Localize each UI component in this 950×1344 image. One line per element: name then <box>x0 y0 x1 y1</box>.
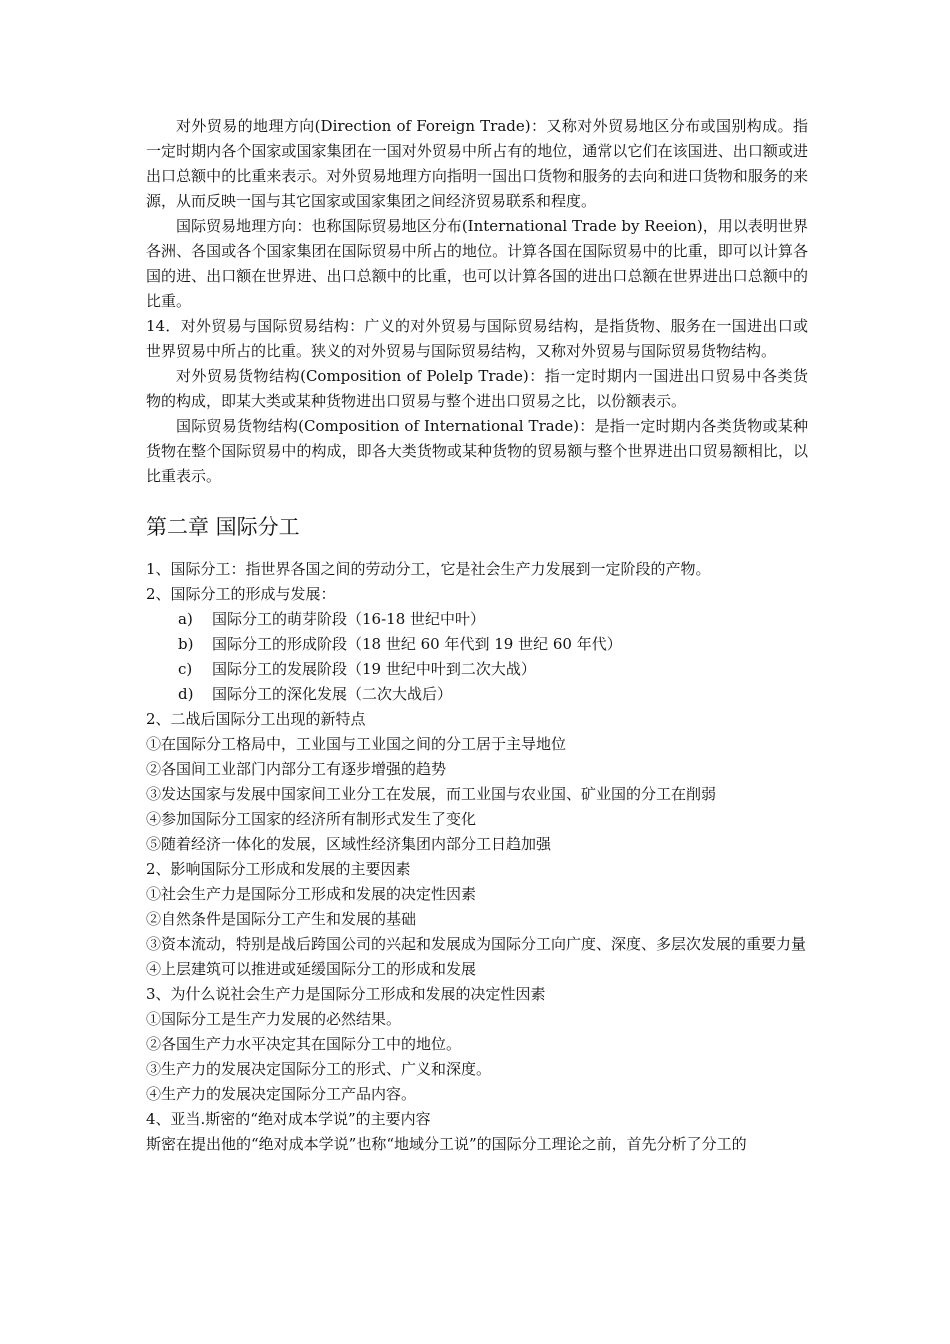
list-item-label: b) <box>178 635 194 653</box>
paragraph-international-trade-composition: 国际贸易货物结构(Composition of International Trade)：是指一定时期内各类货物或某种货物在整个国际贸易中的构成，即各大类货物或某种货物的贸易额与整个世界进出口贸易额相比，以比重表示。 <box>146 417 808 485</box>
text-line: 2、二战后国际分工出现的新特点 <box>146 710 366 728</box>
list-item-text: 国际分工的萌芽阶段（16-18 世纪中叶） <box>212 610 486 628</box>
text-line: 3、为什么说社会生产力是国际分工形成和发展的决定性因素 <box>146 985 546 1003</box>
text-line: ②各国生产力水平决定其在国际分工中的地位。 <box>146 1035 462 1053</box>
paragraph-foreign-trade-composition: 对外贸易货物结构(Composition of Polelp Trade)：指一定时期内一国进出口贸易中各类货物的构成，即某大类或某种货物进出口贸易与整个进出口贸易之比，以份额表示。 <box>146 367 808 410</box>
list-item <box>146 657 808 682</box>
paragraph-direction-international-trade: 国际贸易地理方向：也称国际贸易地区分布(International Trade by Reeion)，用以表明世界各洲、各国或各个国家集团在国际贸易中所占的地位。计算各国在国际贸易中的比重，即可以计算各国的进、出口额在世界进、出口总额中的比重，也可以计算各国的进出口总额在世界进出口总额中的比重。 <box>146 217 808 310</box>
text-line: 斯密在提出他的“绝对成本学说”也称“地域分工说”的国际分工理论之前，首先分析了分工的 <box>146 1135 747 1153</box>
list-item-label: c) <box>178 660 193 678</box>
list-item <box>146 607 808 632</box>
paragraph-capital-flow: ③资本流动，特别是战后跨国公司的兴起和发展成为国际分工向广度、深度、多层次发展的重要力量 <box>146 935 807 953</box>
list-item <box>146 682 808 707</box>
text-line: 4、亚当.斯密的“绝对成本学说”的主要内容 <box>146 1110 431 1128</box>
text-line: ③发达国家与发展中国家间工业分工在发展，而工业国与农业国、矿业国的分工在削弱 <box>146 785 717 803</box>
text-line: ④生产力的发展决定国际分工产品内容。 <box>146 1085 417 1103</box>
list-item <box>146 632 808 657</box>
list-item-label: a) <box>178 610 193 628</box>
text-line: ②自然条件是国际分工产生和发展的基础 <box>146 910 417 928</box>
paragraph-direction-foreign-trade: 对外贸易的地理方向(Direction of Foreign Trade)：又称对外贸易地区分布或国别构成。指一定时期内各个国家或国家集团在一国对外贸易中所占有的地位，通常以它们在该国进、出口额或进出口总额中的比重来表示。对外贸易地理方向指明一国出口货物和服务的去向和进口货物和服务的来源，从而反映一国与其它国家或国家集团之间经济贸易联系和程度。 <box>146 117 808 210</box>
text-line: ①国际分工是生产力发展的必然结果。 <box>146 1010 402 1028</box>
text-line: ⑤随着经济一体化的发展，区域性经济集团内部分工日趋加强 <box>146 835 552 853</box>
text-line: ④上层建筑可以推进或延缓国际分工的形成和发展 <box>146 960 477 978</box>
chapter-title: 第二章 国际分工 <box>146 515 300 539</box>
text-line: ②各国间工业部门内部分工有逐步增强的趋势 <box>146 760 447 778</box>
text-line: 1、国际分工：指世界各国之间的劳动分工，它是社会生产力发展到一定阶段的产物。 <box>146 560 711 578</box>
text-line: ①社会生产力是国际分工形成和发展的决定性因素 <box>146 885 477 903</box>
text-line: ④参加国际分工国家的经济所有制形式发生了变化 <box>146 810 477 828</box>
text-line: 2、影响国际分工形成和发展的主要因素 <box>146 860 411 878</box>
text-line: ③生产力的发展决定国际分工的形式、广义和深度。 <box>146 1060 492 1078</box>
paragraph-trade-structure: 14．对外贸易与国际贸易结构：广义的对外贸易与国际贸易结构，是指货物、服务在一国进出口或世界贸易中所占的比重。狭义的对外贸易与国际贸易结构，又称对外贸易与国际贸易货物结构。 <box>146 317 808 360</box>
list-item-label: d) <box>178 685 194 703</box>
list-item-text: 国际分工的深化发展（二次大战后） <box>212 685 453 703</box>
list-item-text: 国际分工的形成阶段（18 世纪 60 年代到 19 世纪 60 年代） <box>212 635 622 653</box>
document-page <box>146 114 808 1157</box>
text-line: 2、国际分工的形成与发展： <box>146 585 336 603</box>
text-line: ①在国际分工格局中，工业国与工业国之间的分工居于主导地位 <box>146 735 567 753</box>
list-item-text: 国际分工的发展阶段（19 世纪中叶到二次大战） <box>212 660 536 678</box>
